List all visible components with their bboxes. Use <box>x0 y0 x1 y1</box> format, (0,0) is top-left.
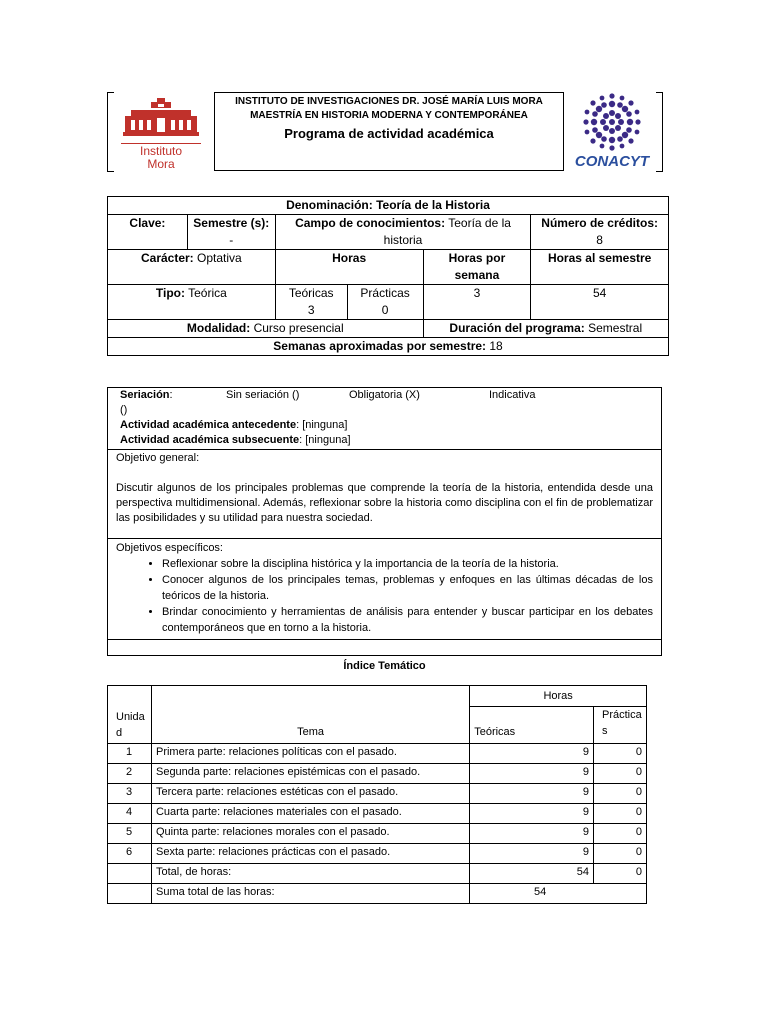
row-teoricas: 9 <box>470 744 594 764</box>
indice-header-row-1 <box>108 686 647 707</box>
total-teoricas: 54 <box>470 864 594 884</box>
objetivo-general-row <box>108 450 662 539</box>
row-tema: Cuarta parte: relaciones materiales con el pasado. <box>151 804 469 824</box>
table-row <box>108 824 647 844</box>
row-teoricas: 9 <box>470 804 594 824</box>
subsecuente-label: Actividad académica subsecuente <box>120 434 300 446</box>
objetivo-item: • Brindar conocimiento y herramientas de análisis para entender y buscar participar en los debates contemporáneos que en torno a la historia. <box>162 604 653 636</box>
row-teoricas: 9 <box>470 784 594 804</box>
duracion-label: Duración del programa: <box>449 321 585 335</box>
semanas-value: 18 <box>489 339 503 353</box>
caracter-label: Carácter: <box>140 251 194 265</box>
total-label: Total, de horas: <box>151 864 469 884</box>
indice-tematico-table <box>107 685 647 904</box>
row-unidad: 1 <box>108 744 152 764</box>
row-unidad: 2 <box>108 764 152 784</box>
horas-semana-value: 3 <box>473 286 481 300</box>
row-tema: Tercera parte: relaciones estéticas con el pasado. <box>151 784 469 804</box>
seriacion-row <box>108 388 662 450</box>
conacyt-logo <box>566 93 658 169</box>
suma-value: 54 <box>470 884 647 904</box>
institute-line1: INSTITUTO DE INVESTIGACIONES DR. JOSÉ MARÍA LUIS MORA <box>235 96 543 107</box>
mora-logo-line1: Instituto <box>139 144 183 158</box>
row-unidad: 5 <box>108 824 152 844</box>
total-row <box>108 864 647 884</box>
conacyt-logo-text: CONACYT <box>574 153 650 170</box>
col-horas: Horas <box>543 689 573 702</box>
instituto-mora-logo <box>121 96 201 171</box>
row-teoricas: 9 <box>470 824 594 844</box>
header-title-box <box>214 92 564 171</box>
row-tema: Sexta parte: relaciones prácticas con el pasado. <box>151 844 469 864</box>
suma-label: Suma total de las horas: <box>151 884 469 904</box>
table-row <box>108 784 647 804</box>
clave-label: Clave: <box>129 216 166 230</box>
campo-label: Campo de conocimientos: <box>295 216 446 230</box>
col-practicas: Prácticas <box>601 709 642 737</box>
semanas-row <box>108 338 669 356</box>
antecedente-value: : [ninguna] <box>296 419 348 431</box>
objetivo-item: • Conocer algunos de los principales temas, problemas y enfoques en las últimas décadas de los teóricos de la historia. <box>162 572 653 604</box>
denominacion-row <box>108 197 669 215</box>
table-row <box>108 764 647 784</box>
total-practicas: 0 <box>593 864 646 884</box>
teoricas-value: 3 <box>307 303 315 317</box>
horas-label: Horas <box>332 251 367 265</box>
indice-tematico-title: Índice Temático <box>343 660 426 672</box>
campo-value: Teoría de la historia <box>383 216 511 247</box>
program-title: Programa de actividad académica <box>284 126 494 141</box>
col-teoricas: Teóricas <box>474 726 516 738</box>
caracter-row <box>108 250 669 285</box>
modalidad-row <box>108 320 669 338</box>
row-tema: Quinta parte: relaciones morales con el pasado. <box>151 824 469 844</box>
objetivos-especificos-list <box>116 556 653 636</box>
practicas-label: Prácticas <box>360 286 410 300</box>
table-row <box>108 744 647 764</box>
horas-semana-label: Horas por semana <box>448 251 506 282</box>
indicativa-paren: () <box>120 404 128 416</box>
seriacion-colon: : <box>169 389 173 401</box>
mora-building-icon <box>121 96 201 140</box>
col-unidad: Unidad <box>116 711 145 739</box>
tipo-row <box>108 285 669 320</box>
row-unidad: 4 <box>108 804 152 824</box>
modalidad-value: Curso presencial <box>253 321 344 335</box>
mora-logo-line2: Mora <box>147 157 175 171</box>
objetivos-especificos-label: Objetivos específicos: <box>116 542 223 554</box>
objetivo-general-label: Objetivo general: <box>116 452 200 464</box>
objetivo-item: • Reflexionar sobre la disciplina histórica y la importancia de la teoría de la historia. <box>162 556 653 572</box>
objetivos-especificos-row <box>108 539 662 640</box>
modalidad-label: Modalidad: <box>186 321 251 335</box>
row-unidad: 3 <box>108 784 152 804</box>
header <box>107 92 663 170</box>
semanas-label: Semanas aproximadas por semestre: <box>273 339 487 353</box>
header-left-bracket <box>107 92 114 172</box>
row-teoricas: 9 <box>470 844 594 864</box>
semestre-value: - <box>229 233 234 247</box>
subsecuente-value: : [ninguna] <box>299 434 351 446</box>
semestre-label: Semestre (s): <box>193 216 270 230</box>
practicas-value: 0 <box>381 303 389 317</box>
row-practicas: 0 <box>593 844 646 864</box>
row-practicas: 0 <box>593 784 646 804</box>
table-row <box>108 804 647 824</box>
creditos-value: 8 <box>596 233 603 247</box>
obligatoria: Obligatoria (X) <box>349 389 420 401</box>
horas-semestre-value: 54 <box>592 286 607 300</box>
denominacion-label: Denominación: <box>286 198 373 212</box>
course-info-table <box>107 196 669 356</box>
seriacion-label: Seriación <box>120 389 170 401</box>
tipo-label: Tipo: <box>155 286 185 300</box>
table-row <box>108 844 647 864</box>
antecedente-label: Actividad académica antecedente <box>120 419 297 431</box>
objetivos-table <box>107 387 662 656</box>
duracion-value: Semestral <box>588 321 643 335</box>
horas-semestre-label: Horas al semestre <box>547 251 652 265</box>
objetivo-general-text: Discutir algunos de los principales problemas que comprende la teoría de la historia, entendida desde una perspectiva multidimensional. Además, reflexionar sobre la historia como disciplina con el fin de problematizar las posibilidades y su utilidad para nuestra sociedad. <box>116 482 653 524</box>
sin-seriacion: Sin seriación () <box>226 389 300 401</box>
col-tema: Tema <box>297 726 325 738</box>
suma-row <box>108 884 647 904</box>
creditos-label: Número de créditos: <box>541 216 658 230</box>
row-practicas: 0 <box>593 824 646 844</box>
row-unidad: 6 <box>108 844 152 864</box>
indicativa: Indicativa <box>489 389 536 401</box>
row-practicas: 0 <box>593 764 646 784</box>
caracter-value: Optativa <box>197 251 242 265</box>
row-tema: Primera parte: relaciones políticas con el pasado. <box>151 744 469 764</box>
row-practicas: 0 <box>593 804 646 824</box>
clave-row <box>108 215 669 250</box>
conacyt-dots-icon <box>566 93 658 151</box>
row-tema: Segunda parte: relaciones epistémicas con el pasado. <box>151 764 469 784</box>
empty-row <box>108 640 662 656</box>
teoricas-label: Teóricas <box>288 286 334 300</box>
row-teoricas: 9 <box>470 764 594 784</box>
row-practicas: 0 <box>593 744 646 764</box>
institute-line2: MAESTRÍA EN HISTORIA MODERNA Y CONTEMPORÁNEA <box>250 110 528 121</box>
tipo-value: Teórica <box>188 286 227 300</box>
denominacion-value: Teoría de la Historia <box>376 198 490 212</box>
